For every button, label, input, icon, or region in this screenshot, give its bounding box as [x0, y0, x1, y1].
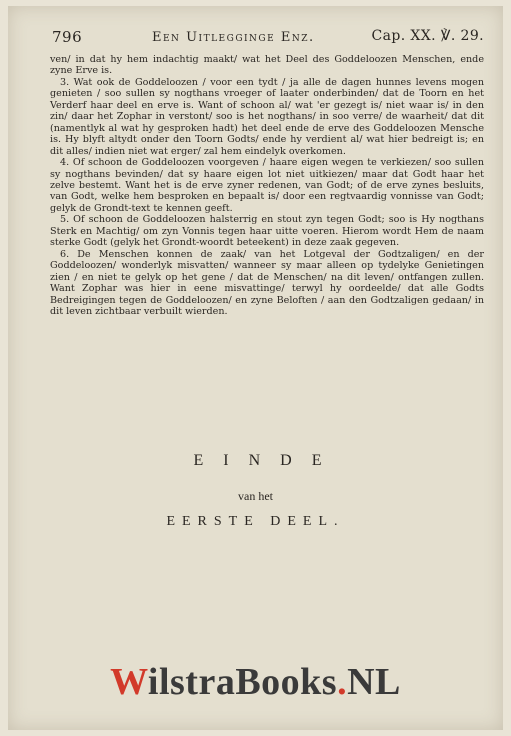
paragraph-3: 3. Wat ook de Goddeloozen / voor een tydt / ja alle de dagen hunnes levens mogen genieten / soo sullen sy nogthans vroeger of laater onderbinden/ dat de Toorn en het Verderf haar deel en erve is. Want of schoon al/ wat 'er gezegt is/ niet waar is/ in den zin/ daar het Zophar in verstont/ soo is het nogthans/ in soo verre/ de waarheit/ dat dit (namentlyk al wat hy gesproken hadt) het deel ende de erve des Goddeloozen Mensche is. Hy blyft altydt onder den Toorn Godts/ ende hy verdient al/ wat hier bedreigt is; en dit alles/ indien niet wat erger/ zal hem eindelyk overkomen.: [50, 76, 484, 157]
watermark-logo: [0, 660, 511, 704]
paragraph-5: 5. Of schoon de Goddeloozen halsterrig en stout zyn tegen Godt; soo is Hy nogthans Sterk en Machtig/ om zyn Vonnis tegen haar uitte voeren. Hierom wordt Hem de naam sterke Godt (gelyk het Grondt-woordt beteekent) in deze zaak gegeven.: [50, 214, 484, 249]
watermark-middle: ilstraBooks: [147, 661, 338, 703]
watermark-first-letter: W: [110, 661, 148, 703]
running-title: Een Uitlegginge Enz.: [152, 30, 315, 45]
paragraph-continuation: ven/ in dat hy hem indachtig maakt/ wat het Deel des Goddeloozen Menschen, ende zyne Erve is.: [50, 54, 484, 77]
eerste-deel-line: EERSTE DEEL.: [166, 514, 345, 529]
watermark-dot: .: [337, 661, 348, 703]
body-text: [50, 54, 484, 317]
page-number: 796: [52, 28, 83, 46]
paragraph-6: 6. De Menschen konnen de zaak/ van het Lotgeval der Godtzaligen/ en der Goddeloozen/ wonderlyk misvatten/ wanneer sy maar alleen op tydelyke Genietingen zien / en niet te gelyk op het gene / dat de Menschen/ na dit leven/ ontfangen zullen. Want Zophar was hier in eene misvattinge/ terwyl hy oordeelde/ dat alle Godts Bedreigingen tegen de Goddeloozen/ en zyne Beloften / aan den Godtzaligen gedaan/ in dit leven zichtbaar verbuilt wierden.: [50, 248, 484, 317]
page-header: [52, 28, 484, 50]
paragraph-4: 4. Of schoon de Goddeloozen voorgeven / haare eigen wegen te verkiezen/ soo sullen sy nogthans bevinden/ dat sy haare eigen lot niet uitkiezen/ maar dat Godt haar het zelve bestemt. Want het is de erve zyner redenen, van Godt; of de erve zynes besluits, van Godt, welke hem besproken en bepaalt is/ door een regtvaardig vonnisse van Godt; gelyk de Grondt-text te kennen geeft.: [50, 157, 484, 214]
watermark-end: NL: [347, 661, 401, 703]
van-het-line: van het: [238, 489, 273, 503]
chapter-reference: Cap. XX. ℣. 29.: [371, 28, 484, 44]
einde-heading: EINDE: [193, 452, 342, 469]
